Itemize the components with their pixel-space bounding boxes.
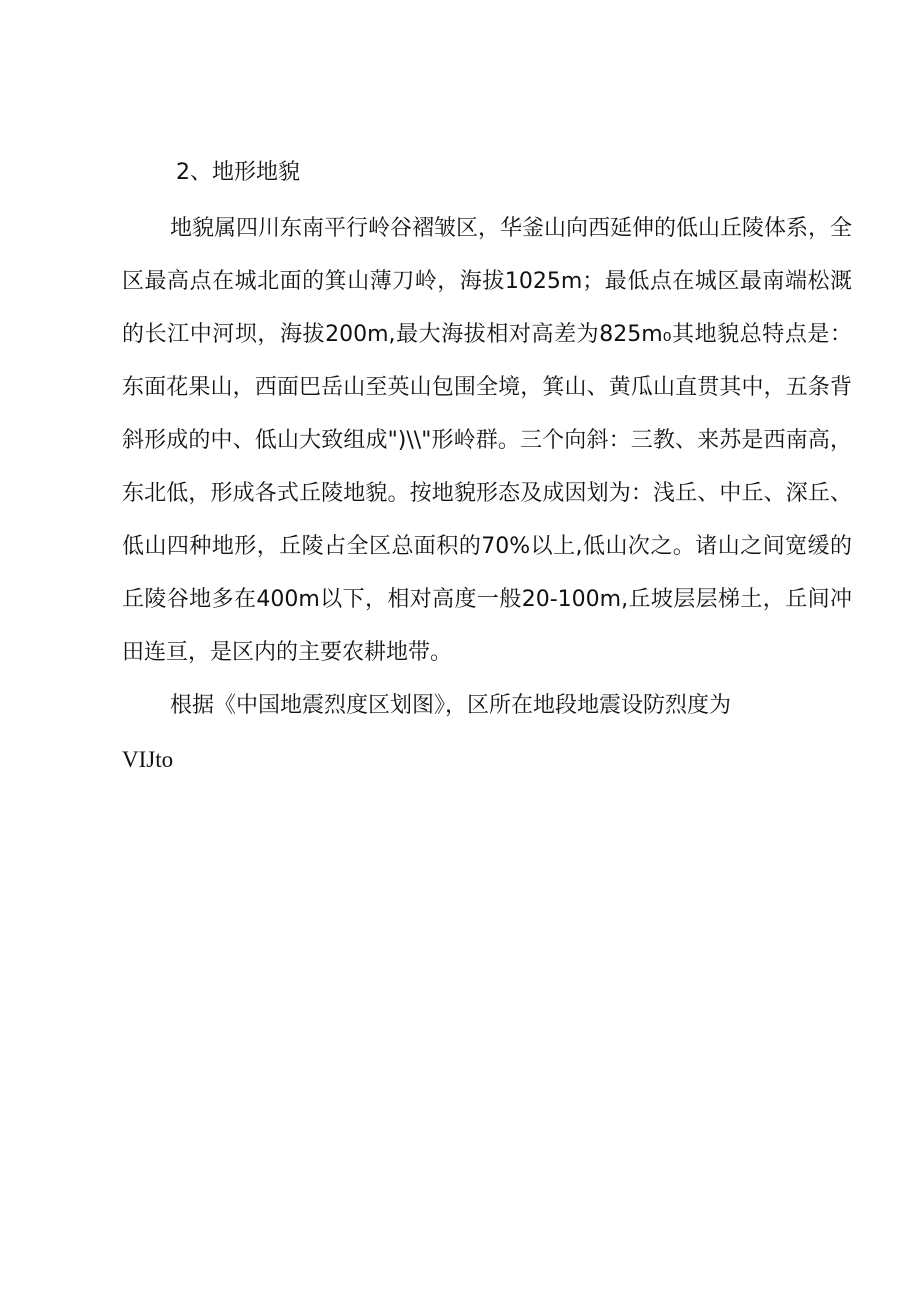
seismic-intensity-text: VIJto bbox=[122, 747, 174, 772]
seismic-paragraph: 根据《中国地震烈度区划图》，区所在地段地震设防烈度为 bbox=[170, 693, 732, 718]
section-heading: 2、地形地貌 bbox=[176, 160, 300, 185]
terrain-paragraph: 地貌属四川东南平行岭谷褶皱区，华釜山向西延伸的低山丘陵体系，全区最高点在城北面的箕山薄刀岭，海拔1025m；最低点在城区最南端松溉的长江中河坝，海拔200m,最大海拔相对高差为825m₀其地貌总特点是：东面花果山，西面巴岳山至英山包围全境，箕山、黄瓜山直贯其中，五条背斜形成的中、低山大致组成")\\"形岭群。三个向斜：三教、来苏是西南高，东北低，形成各式丘陵地貌。按地貌形态及成因划为：浅丘、中丘、深丘、低山四种地形，丘陵占全区总面积的70%以上,低山次之。诸山之间宽缓的丘陵谷地多在400m以下，相对高度一般20-100m,丘坡层层梯土，丘间冲田连亘，是区内的主要农耕地带。 bbox=[122, 216, 853, 665]
